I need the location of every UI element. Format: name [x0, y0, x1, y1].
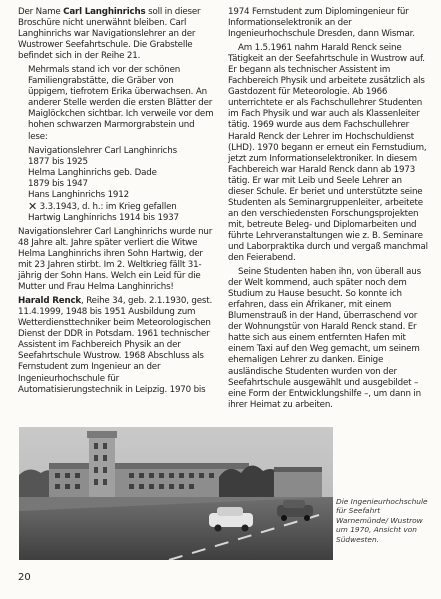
- inscription-line: 1877 bis 1925: [28, 156, 88, 167]
- bold-name-renck: Harald Renck: [18, 296, 82, 307]
- inscription-line: Hartwig Langhinrichs 1914 bis 1937: [28, 212, 179, 223]
- inscription-line: Helma Langhinrichs geb. Dade: [28, 167, 157, 178]
- bold-name-langhinrichs: Carl Langhinrichs: [63, 7, 146, 17]
- paragraph-renck-career: Am 1.5.1961 nahm Harald Renck seine Tätigkeit an der Seefahrtschule in Wustrow auf. Er begann als technischer Assistent im Fachbereich Physik und arbeitete zusätzlich als Gastdozent für Meteorologie. Ab 1966 unterrichtete er als Fachschullehrer Studenten im Fach Physik und war auch als Klassenleiter tätig. 1969 wurde aus dem Fachschullehrer Harald Renck der Lehrer im Hochschuldienst (LHD). 1970 begann er erneut ein Fernstudium, jetzt zum Informationselektroniker. In diesem Fachbereich war Harald Renck dann ab 1973 tätig. Er war mit Leib und Seele Lehrer an dieser Schule. Er beriet und unterstützte seine Studenten als Seminargruppenleiter, arbeitete an den verschiedensten Forschungsprojekten mit, betreute Beleg- und Diplomarbeiten und führte Lehrveranstaltungen wie z. B. Seminare und Laborpraktika durch und vergaß manchmal den Feierabend.: [228, 43, 428, 264]
- right-text-column: [228, 7, 428, 414]
- inscription-line: 1879 bis 1947: [28, 178, 88, 189]
- left-text-column: [18, 7, 214, 396]
- paragraph-renck-students: Seine Studenten haben ihn, von überall aus der Welt kommend, auch später noch dem Studium zu Hause besucht. So konnte ich erfahren, dass ein Afrikaner, mit einem Blumenstrauß in der Hand, überraschend vor der Wohnungstür von Harald Renck stand. Er hatte sich aus einem entfernten Hafen mit einem Taxi auf den Weg gemacht, um seinem ehemaligen Lehrer zu danken. Einige ausländische Studenten wurden von der Seefahrtschule ausgewählt und ausgebildet – eine Form der Entwicklungshilfe –, um dann in ihrer Heimat zu arbeiten.: [228, 267, 421, 410]
- page-number: 20: [18, 572, 31, 583]
- paragraph-renck-study: 1974 Fernstudent zum Diplomingenieur für Informationselektronik an der Ingenieurhochschule Dresden, dann Wismar.: [228, 7, 415, 40]
- inscription-line: Hans Langhinrichs 1912: [28, 189, 129, 200]
- grave-inscription: [18, 146, 214, 224]
- inscription-line: Navigationslehrer Carl Langhinrichs: [28, 145, 177, 156]
- paragraph-renck-bio: Harald Renck, Reihe 34, geb. 2.1.1930, gest. 11.4.1999, 1948 bis 1951 Ausbildung zum Wetterdiensttechniker beim Meteorologischen Dienst der DDR in Potsdam. 1961 technischer Assistent im Fachbereich Physik an der Seefahrtschule Wustrow. 1968 Abschluss als Fernstudent zum Ingenieur an der Ingenieurhochschule für Automatisierungstechnik in Leipzig. 1970 bis: [18, 296, 213, 395]
- paragraph-langhinrichs-intro: Der Name Carl Langhinrichs soll in dieser Broschüre nicht unerwähnt bleiben. Carl Langhinrichs war Navigationslehrer an der Wustrower Seefahrtschule. Die Grabstelle befindet sich in der Reihe 21.: [18, 7, 201, 62]
- school-photo: [19, 427, 333, 560]
- paragraph-langhinrichs-family: Navigationslehrer Carl Langhinrichs wurde nur 48 Jahre alt. Jahre später verliert die Witwe Helma Langhinrichs ihren Sohn Hartwig, der mit 23 Jahren stirbt. Im 2. Weltkrieg fällt 31-jährig der Sohn Hans. Welch ein Leid für die Mutter und Frau Helma Langhinrichs!: [18, 226, 213, 293]
- inscription-line-fallen: ✕ 3.3.1943, d. h.: im Krieg gefallen: [28, 199, 177, 213]
- paragraph-grave-visit: Mehrmals stand ich vor der schönen Familiengrabstätte, die Gräber von üppigem, tiefrotem Erika überwachsen. An anderer Stelle werden die ersten Blätter der Maiglöckchen sichtbar. Ich verweile vor dem hohen schwarzen Marmorgrabstein und lese:: [28, 65, 214, 142]
- crossed-swords-icon: ✕: [28, 199, 38, 213]
- photo-caption: Die Ingenieurhochschule für Seefahrt Warnemünde/ Wustrow um 1970, Ansicht von Südwesten.: [336, 497, 428, 544]
